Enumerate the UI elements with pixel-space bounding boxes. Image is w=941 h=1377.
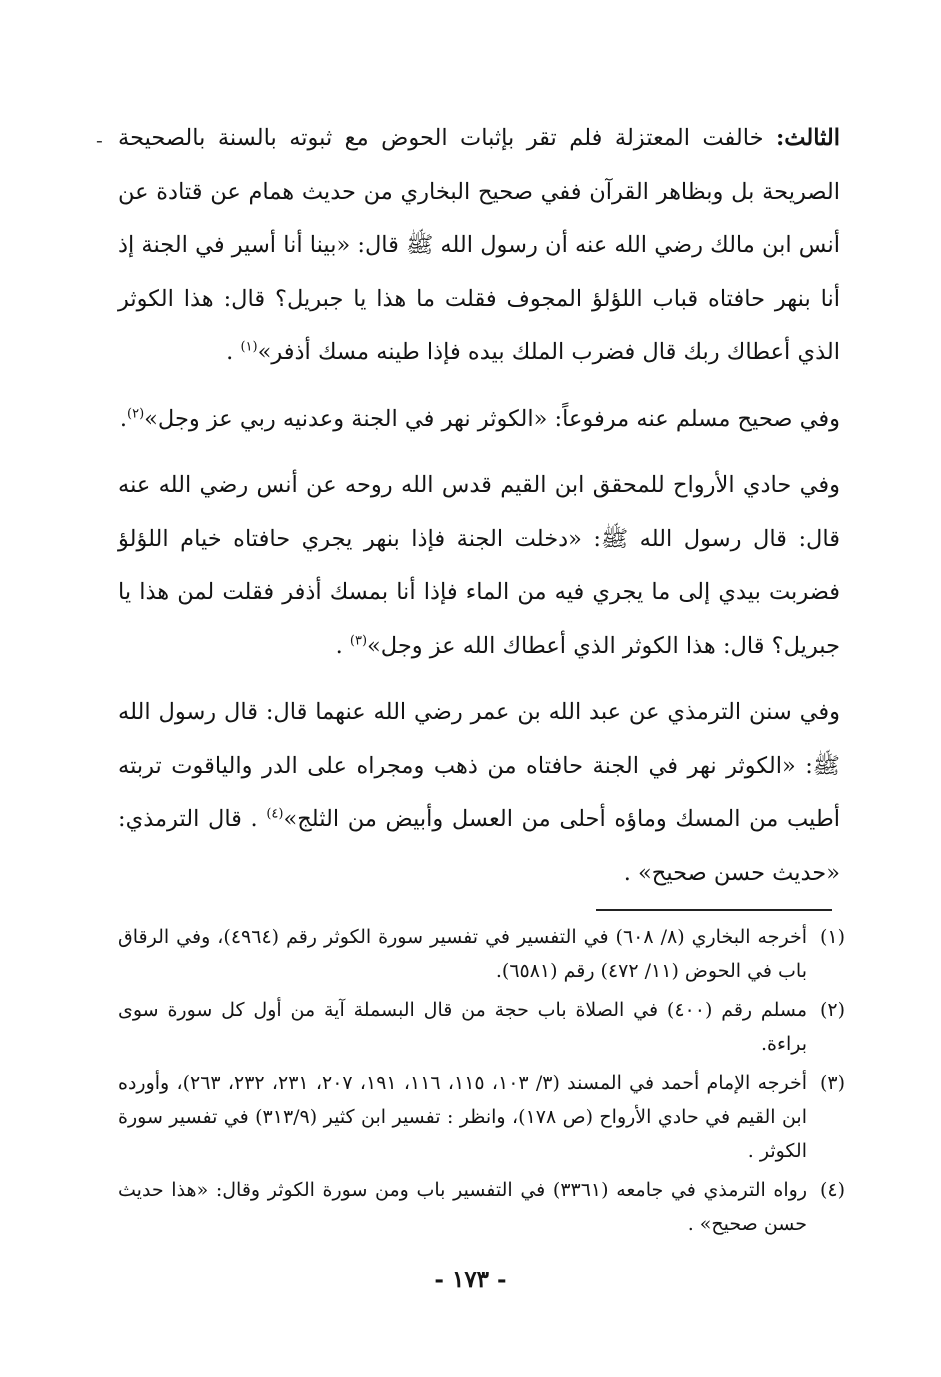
footnote-ref: (٢) — [127, 406, 145, 421]
footnote-number: (٣) — [819, 1072, 845, 1094]
footnotes — [118, 920, 845, 1246]
page-number: - ١٧٣ - — [434, 1266, 507, 1293]
footnote-number: (٤) — [819, 1179, 845, 1201]
main-text — [118, 112, 840, 900]
paragraph-lead: الثالث: — [775, 125, 840, 151]
paragraph-tail: . — [226, 339, 241, 365]
paragraph-tail: . — [119, 405, 128, 432]
footnote-divider — [596, 909, 832, 911]
paragraph-text: وفي سنن الترمذي عن عبد الله بن عمر رضي الله عنهما قال: قال رسول الله ﷺ: «الكوثر نهر في الجنة حافتاه من ذهب ومجراه على الدر والياقوت تربته أطيب من المسك وماؤه أحلى من العسل وأبيض من الثلج» — [118, 699, 840, 832]
footnote-text: مسلم رقم (٤٠٠) في الصلاة باب حجة من قال البسملة آية من أول كل سورة سوى براءة. — [118, 999, 807, 1055]
paragraph-3 — [118, 459, 840, 673]
footnote-item — [118, 993, 845, 1061]
footnote-text: أخرجه البخاري (٨/ ٦٠٨) في التفسير في تفسير سورة الكوثر رقم (٤٩٦٤)، وفي الرقاق باب في الحوض (١١/ ٤٧٢) رقم (٦٥٨١). — [118, 926, 807, 982]
paragraph-text: وفي حادي الأرواح للمحقق ابن القيم قدس الله روحه عن أنس رضي الله عنه قال: قال رسول الله ﷺ: «دخلت الجنة فإذا بنهر يجري حافتاه خيام اللؤلؤ فضربت بيدي إلى ما يجري فيه من الماء فإذا أنا بمسك أذفر فقلت لمن هذا يا جبريل؟ قال: هذا الكوثر الذي أعطاك الله عز وجل» — [118, 472, 840, 659]
footnote-item — [118, 920, 845, 988]
footnote-item — [118, 1173, 845, 1241]
footnote-ref: (١) — [240, 339, 258, 355]
footnote-ref: (٣) — [349, 633, 368, 648]
paragraph-tail: . — [335, 632, 350, 659]
paragraph-tail: . قال الترمذي: «حديث حسن صحيح» . — [118, 806, 840, 886]
paragraph-text: وفي صحيح مسلم عنه مرفوعاً: «الكوثر نهر في الجنة وعدنيه ربي عز وجل» — [144, 405, 840, 432]
paragraph-4 — [118, 686, 840, 900]
margin-mark: - — [96, 128, 103, 152]
paragraph-text: خالفت المعتزلة فلم تقر بإثبات الحوض مع ثبوته بالسنة بالصحيحة الصريحة بل وبظاهر القرآن ففي صحيح البخاري من حديث همام عن قتادة عن أنس ابن مالك رضي الله عنه أن رسول الله ﷺ قال: «بينا أنا أسير في الجنة إذ أنا بنهر حافتاه قباب اللؤلؤ المجوف فقلت ما هذا يا جبريل؟ قال: هذا الكوثر الذي أعطاك ربك قال فضرب الملك بيده فإذا طينه مسك أذفر» — [118, 125, 840, 365]
paragraph-1 — [118, 112, 840, 380]
paragraph-2 — [118, 393, 840, 447]
footnote-text: رواه الترمذي في جامعه (٣٣٦١) في التفسير باب ومن سورة الكوثر وقال: «هذا حديث حسن صحيح» . — [118, 1179, 807, 1235]
footnote-text: أخرجه الإمام أحمد في المسند (٣/ ١٠٣، ١١٥، ١١٦، ١٩١، ٢٠٧، ٢٣١، ٢٣٢، ٢٦٣)، وأورده ابن القيم في حادي الأرواح (ص ١٧٨)، وانظر : تفسير ابن كثير (٣١٣/٩) في تفسير سورة الكوثر . — [118, 1072, 808, 1162]
footnote-ref: (٤) — [266, 806, 284, 822]
footnote-item — [118, 1066, 845, 1168]
footnote-number: (٢) — [819, 999, 845, 1021]
footnote-number: (١) — [819, 926, 845, 948]
